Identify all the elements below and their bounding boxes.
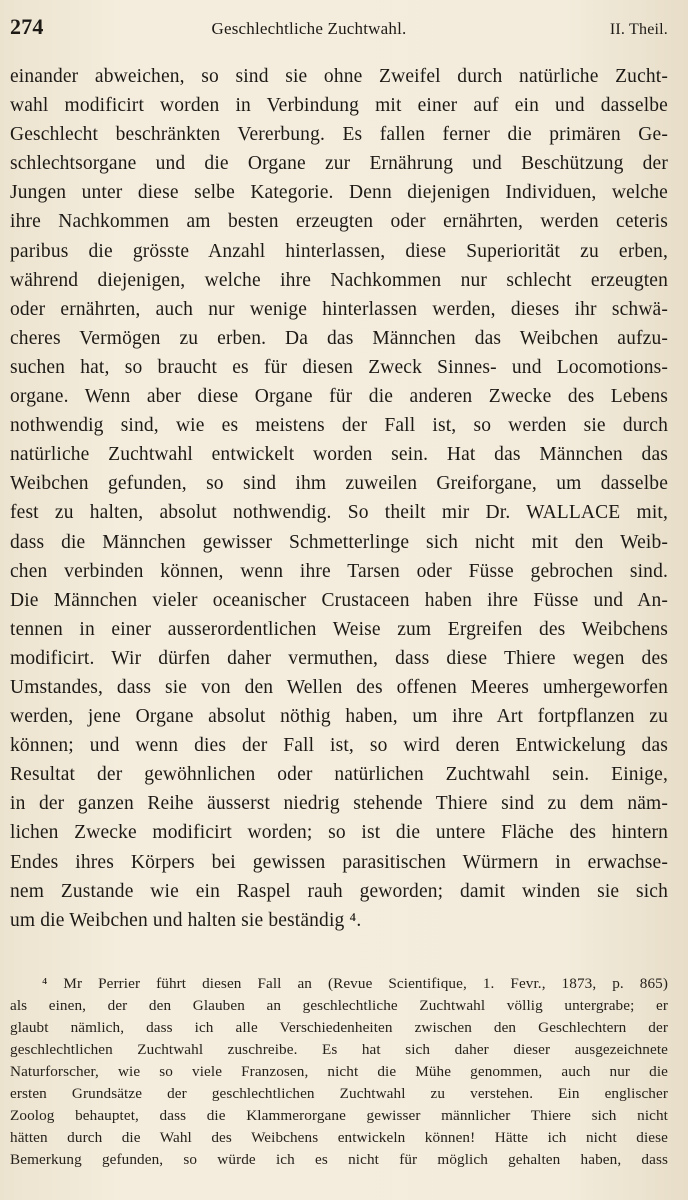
text-line: dass die Männchen gewisser Schmetterlinge sich nicht mit den Weib-: [10, 531, 668, 553]
page-number: 274: [10, 14, 44, 39]
text-line: oder ernährten, auch nur wenige hinterlassen werden, dieses ihr schwä-: [10, 298, 668, 320]
footnote-line: Naturforscher, wie so viele Franzosen, nicht die Mühe genommen, auch nur die: [10, 1062, 668, 1080]
footnote-line: hätten durch die Wahl des Weibchens entwickeln können! Hätte ich nicht diese: [10, 1128, 668, 1146]
text-line: Endes ihres Körpers bei gewissen parasitischen Würmern in erwachse-: [10, 851, 668, 873]
text-line: werden, jene Organe absolut nöthig haben, um ihre Art fortpflanzen zu: [10, 706, 668, 728]
footnote-line: Zoolog behauptet, dass die Klammerorgane gewisser männlicher Thiere sich nicht: [10, 1106, 668, 1124]
text-line: können; und wenn dies der Fall ist, so wird deren Entwickelung das: [10, 735, 668, 757]
footnote-line: Bemerkung gefunden, so würde ich es nicht für möglich gehalten haben, dass: [10, 1150, 668, 1168]
text-line: Jungen unter diese selbe Kategorie. Denn diejenigen Individuen, welche: [10, 182, 668, 204]
text-line: während diejenigen, welche ihre Nachkommen nur schlecht erzeugten: [10, 269, 668, 291]
text-line: ihre Nachkommen am besten erzeugten oder ernährten, werden ceteris: [10, 211, 668, 233]
text-line: Die Männchen vieler oceanischer Crustaceen haben ihre Füsse und An-: [10, 589, 668, 611]
footnote-separator: [10, 935, 668, 973]
text-line: schlechtsorgane und die Organe zur Ernährung und Beschützung der: [10, 153, 668, 175]
running-header: [10, 14, 668, 62]
footnotes: [10, 973, 668, 1171]
text-line: organe. Wenn aber diese Organe für die anderen Zwecke des Lebens: [10, 386, 668, 408]
footnote-line: geschlechtlichen Zuchtwahl zuschreibe. Es hat sich daher dieser ausgezeichnete: [10, 1040, 668, 1058]
text-line: lichen Zwecke modificirt worden; so ist die untere Fläche des hintern: [10, 822, 668, 844]
text-line: paribus die grösste Anzahl hinterlassen, diese Superiorität zu erben,: [10, 240, 668, 262]
footnote-line: glaubt nämlich, dass ich alle Verschiedenheiten zwischen den Geschlechtern der: [10, 1018, 668, 1036]
text-line: in der ganzen Reihe äusserst niedrig stehende Thiere sind zu dem näm-: [10, 793, 668, 815]
text-line: Resultat der gewöhnlichen oder natürlichen Zuchtwahl sein. Einige,: [10, 764, 668, 786]
footnote-line: ersten Grundsätze der geschlechtlichen Zuchtwahl zu verstehen. Ein englischer: [10, 1084, 668, 1102]
text-line: modificirt. Wir dürfen daher vermuthen, dass diese Thiere wegen des: [10, 647, 668, 669]
text-line: Geschlecht beschränkten Vererbung. Es fallen ferner die primären Ge-: [10, 124, 668, 146]
footnote-line: ⁴ Mr Perrier führt diesen Fall an (Revue Scientifique, 1. Fevr., 1873, p. 865): [42, 974, 668, 992]
text-line: wahl modificirt worden in Verbindung mit einer auf ein und dasselbe: [10, 95, 668, 117]
text-line: cheres Vermögen zu erben. Da das Männchen das Weibchen aufzu-: [10, 327, 668, 349]
text-line: einander abweichen, so sind sie ohne Zweifel durch natürliche Zucht-: [10, 66, 668, 87]
text-line: chen verbinden können, wenn ihre Tarsen oder Füsse gebrochen sind.: [10, 560, 668, 582]
text-line: nothwendig sind, wie es meistens der Fall ist, so werden sie durch: [10, 415, 668, 437]
text-line: fest zu halten, absolut nothwendig. So theilt mir Dr. WALLACE mit,: [10, 502, 668, 524]
text-line: natürliche Zuchtwahl entwickelt worden sein. Hat das Männchen das: [10, 444, 668, 466]
text-line: nem Zustande wie ein Raspel rauh geworden; damit winden sie sich: [10, 880, 668, 902]
text-line: tennen in einer ausserordentlichen Weise zum Ergreifen des Weibchens: [10, 618, 668, 640]
text-line: Weibchen gefunden, so sind ihm zuweilen Greiforgane, um dasselbe: [10, 473, 668, 495]
text-line: Umstandes, dass sie von den Wellen des offenen Meeres umhergeworfen: [10, 676, 668, 698]
text-line: suchen hat, so braucht es für diesen Zweck Sinnes- und Locomotions-: [10, 356, 668, 378]
part-label: II. Theil.: [609, 21, 668, 38]
text-line: um die Weibchen und halten sie beständig ⁴.: [10, 909, 362, 931]
running-title: Geschlechtliche Zuchtwahl.: [211, 19, 407, 38]
footnote-line: als einen, der den Glauben an geschlechtliche Zuchtwahl völlig untergrabe; er: [10, 996, 668, 1014]
body-text: [10, 62, 668, 935]
